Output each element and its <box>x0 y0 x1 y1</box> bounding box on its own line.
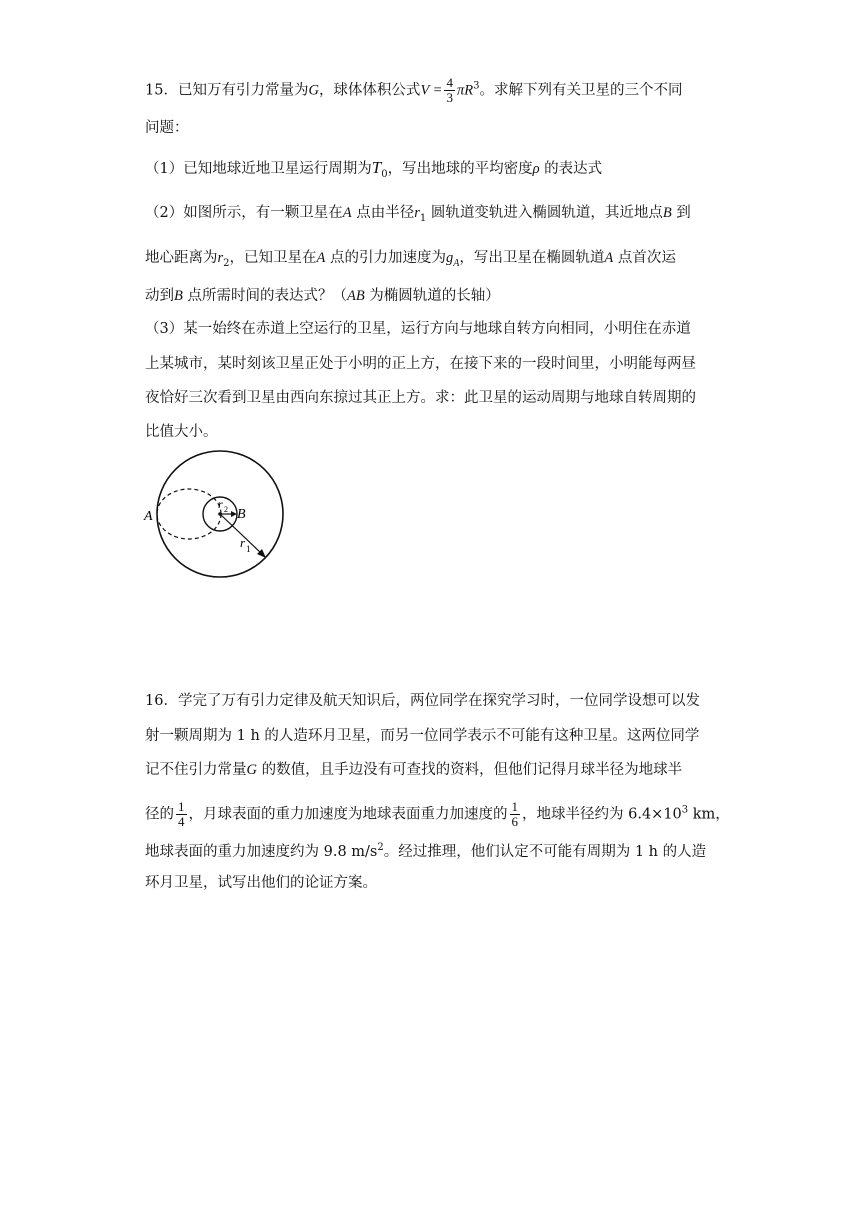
formula-exponent: 3 <box>473 80 480 92</box>
q15-part3-line1: （3）某一始终在赤道上空运行的卫星，运行方向与地球自转方向相同，小明住在赤道 <box>145 321 691 337</box>
point-B: B <box>662 205 672 221</box>
q15-part2-text-f: ，已知卫星在 <box>229 250 317 266</box>
radius-r1-subscript: 1 <box>419 212 427 224</box>
label-A: A <box>144 509 153 524</box>
q16-line6: 环月卫星，试写出他们的论证方案。 <box>145 875 377 891</box>
q16-line3 <box>145 760 682 780</box>
q15-intro-text-b: ，球体体积公式 <box>318 82 421 99</box>
q15-intro-line2: 问题： <box>145 120 189 136</box>
period-T-subscript: 0 <box>381 168 388 180</box>
density-rho: ρ <box>532 161 540 177</box>
point-A: A <box>342 205 352 221</box>
q15-intro-text-a: 已知万有引力常量为 <box>177 82 309 99</box>
earth-radius-exponent: 3 <box>681 804 689 816</box>
q15-part2-text-k: 点所需时间的表达式？（ <box>182 288 347 304</box>
fraction-numerator: 1 <box>178 799 185 814</box>
q16-line2: 射一颗周期为 1 h 的人造环月卫星，而另一位同学表示不可能有这种卫星。这两位同学 <box>145 728 700 744</box>
q16-line5-text-b: 。经过推理，他们认定不可能有周期为 1 h 的人造 <box>383 843 707 860</box>
q16-line4-text-c: ，地球半径约为 6.4×10 <box>522 806 682 823</box>
constant-G: G <box>246 762 257 778</box>
acceleration-g-subscript: A <box>453 257 460 269</box>
q16-line4-text-d: km， <box>688 806 730 823</box>
q15-number: 15． <box>145 82 178 99</box>
segment-AB: AB <box>346 288 365 304</box>
fraction-denominator: 6 <box>511 814 518 829</box>
radius-r1: r <box>414 205 420 221</box>
q15-part2-text-h: ，写出卫星在椭圆轨道 <box>459 250 605 266</box>
label-r2: r <box>218 497 223 511</box>
formula-fraction <box>444 76 455 105</box>
gravity-unit-exponent: 2 <box>377 842 384 853</box>
q15-part1-text-a: （1）已知地球近地卫星运行周期为 <box>145 161 372 177</box>
point-B: B <box>174 288 183 304</box>
fraction-denominator: 3 <box>446 90 453 105</box>
q15-part2-text-a: （2）如图所示，有一颗卫星在 <box>145 205 343 221</box>
q16-line3-text-a: 记不住引力常量 <box>145 762 247 778</box>
q15-part2-text-d: 到 <box>671 205 691 221</box>
formula-rhs: πR <box>456 82 474 99</box>
q15-intro-line1 <box>145 76 682 105</box>
constant-G: G <box>308 82 319 99</box>
point-A: A <box>604 250 614 266</box>
q15-part2-text-e: 地心距离为 <box>145 250 218 266</box>
q15-part2-text-b: 点由半径 <box>351 205 415 221</box>
q16-line4 <box>145 800 730 829</box>
q15-part2-line3 <box>145 286 500 306</box>
formula-lhs: V = <box>420 82 443 99</box>
label-r2-subscript: 2 <box>224 505 228 514</box>
q15-part3-line4: 比值大小。 <box>145 424 218 440</box>
q16-line5 <box>145 838 706 862</box>
fraction-one-sixth <box>510 800 521 829</box>
label-r1: r <box>240 535 246 550</box>
fraction-numerator: 1 <box>511 799 518 814</box>
period-T: T <box>371 158 382 177</box>
elliptical-orbit <box>157 489 221 539</box>
q16-line4-text-b: ，月球表面的重力加速度为地球表面重力加速度的 <box>188 806 508 823</box>
q15-part2-text-c: 圆轨道变轨进入椭圆轨道，其近地点 <box>426 205 663 221</box>
orbit-diagram <box>140 450 300 590</box>
q15-part1 <box>145 158 602 185</box>
acceleration-g: g <box>446 250 454 266</box>
q16-line3-text-b: 的数值，且手边没有可查找的资料，但他们记得月球半径为地球半 <box>256 762 683 778</box>
q15-part2-text-l: 为椭圆轨道的长轴） <box>364 288 500 304</box>
q16-line5-text-a: 地球表面的重力加速度约为 9.8 m/s <box>145 843 378 860</box>
q15-part1-text-c: 的表达式 <box>539 161 603 177</box>
fraction-denominator: 4 <box>178 814 185 829</box>
q15-part2-text-g: 点的引力加速度为 <box>325 250 446 266</box>
q15-part2-line1 <box>145 203 691 229</box>
label-r1-subscript: 1 <box>246 544 251 554</box>
q16-line4-text-a: 径的 <box>145 806 174 823</box>
q15-part1-text-b: ，写出地球的平均密度 <box>387 161 533 177</box>
radius-r2: r <box>217 250 224 266</box>
fraction-one-quarter <box>176 800 187 829</box>
label-B: B <box>237 507 246 522</box>
q15-part2-text-j: 动到 <box>145 288 174 304</box>
q15-intro-text-c: 。求解下列有关卫星的三个不同 <box>479 82 683 99</box>
fraction-numerator: 4 <box>446 75 453 90</box>
q15-part2-line2 <box>145 248 676 274</box>
radius-r2-subscript: 2 <box>223 257 230 269</box>
q16-line1: 16．学完了万有引力定律及航天知识后，两位同学在探究学习时，一位同学设想可以发 <box>145 693 700 709</box>
q15-part2-text-i: 点首次运 <box>613 250 676 266</box>
q15-part3-line3: 夜恰好三次看到卫星由西向东掠过其正上方。求：此卫星的运动周期与地球自转周期的 <box>145 390 696 406</box>
point-A: A <box>316 250 326 266</box>
q15-part3-line2: 上某城市，某时刻该卫星正处于小明的正上方，在接下来的一段时间里，小明能每两昼 <box>145 356 696 372</box>
